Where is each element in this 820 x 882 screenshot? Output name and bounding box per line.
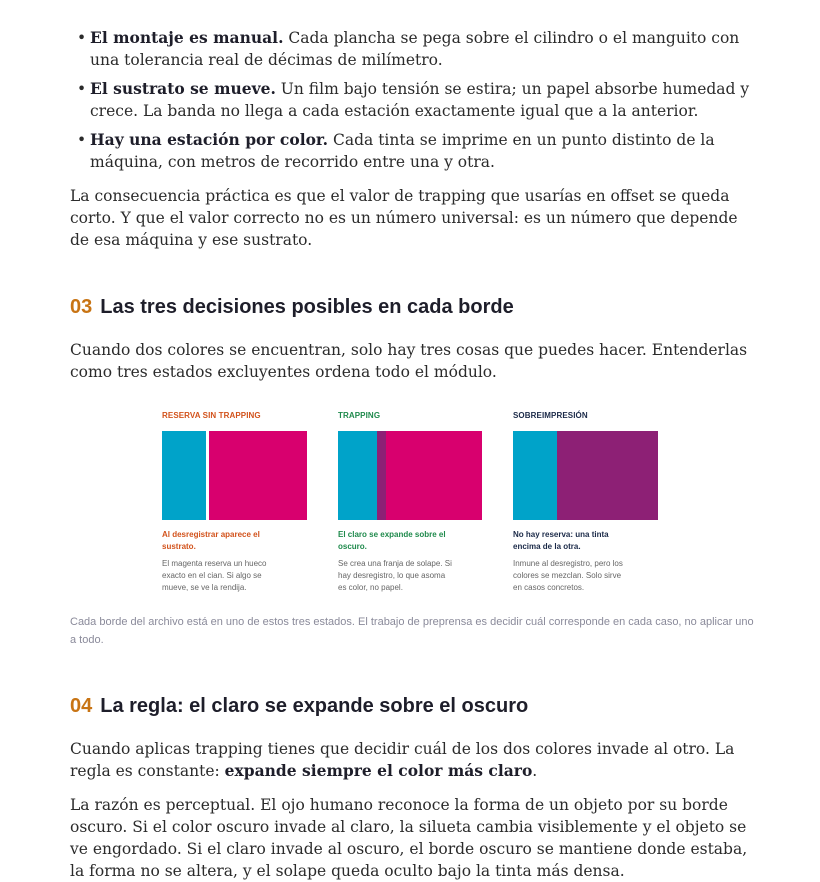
- bullet-lead: Hay una estación por color.: [90, 130, 329, 149]
- section-title: Las tres decisiones posibles en cada borde: [100, 296, 514, 318]
- bullet-text: Cada tinta se imprime en un punto distinto de la máquina, con metros de recorrido entre una y otra.: [90, 131, 715, 171]
- list-item: [70, 78, 760, 122]
- bullet-list: [70, 27, 760, 180]
- panel-title: SOBREIMPRESIÓN: [513, 411, 588, 420]
- bullet-lead: El montaje es manual.: [90, 28, 284, 47]
- rule-emphasis: expande siempre el color más claro: [224, 761, 533, 780]
- bullet-lead: El sustrato se mueve.: [90, 79, 276, 98]
- magenta-swatch: [209, 431, 307, 520]
- cyan-swatch: [513, 431, 557, 520]
- section-number: 04: [70, 695, 93, 717]
- list-item: [70, 27, 760, 71]
- overlap-band: [377, 431, 386, 520]
- panel-description: El magenta reserva un hueco exacto en el cian. Si algo se mueve, se ve la rendija.: [162, 559, 267, 592]
- consequence-paragraph: La consecuencia práctica es que el valor de trapping que usarías en offset se queda corto. Y que el valor correcto no es un número universal: es un número que depende de esa máquina y ese sustrato.: [70, 187, 738, 249]
- bullet-text: Un film bajo tensión se estira; un papel absorbe humedad y crece. La banda no llega a cada estación exactamente igual que a la anterior.: [90, 80, 750, 120]
- panel-title: RESERVA SIN TRAPPING: [162, 411, 261, 420]
- cyan-swatch: [338, 431, 377, 520]
- panel-reserve: [162, 410, 312, 592]
- section-heading-03: [70, 296, 514, 319]
- rule-text: Cuando aplicas trapping tienes que decidir cuál de los dos colores invade al otro. La regla es constante:: [70, 740, 735, 780]
- panel-caption: No hay reserva: una tinta encima de la otra.: [513, 530, 609, 551]
- panel-description: Se crea una franja de solape. Si hay desregistro, lo que asoma es color, no papel.: [338, 559, 452, 592]
- section3-intro: Cuando dos colores se encuentran, solo hay tres cosas que puedes hacer. Entenderlas como tres estados excluyentes ordena todo el módulo.: [70, 341, 748, 381]
- panel-trapping: [338, 410, 488, 592]
- section-number: 03: [70, 296, 93, 318]
- section-title: La regla: el claro se expande sobre el oscuro: [100, 695, 529, 717]
- trapping-states-figure: [162, 410, 682, 605]
- panel-description: Inmune al desregistro, pero los colores se mezclan. Solo sirve en casos concretos.: [513, 559, 623, 592]
- figure-caption: Cada borde del archivo está en uno de estos tres estados. El trabajo de preprensa es decidir cuál corresponde en cada caso, no aplicar uno a todo.: [70, 616, 754, 646]
- list-item: [70, 129, 760, 173]
- section4-paragraph-1: [70, 738, 760, 782]
- panel-overprint: [513, 410, 663, 592]
- cyan-swatch: [162, 431, 206, 520]
- panel-caption: El claro se expande sobre el oscuro.: [338, 530, 446, 551]
- rule-end: .: [532, 762, 538, 780]
- magenta-swatch: [386, 431, 482, 520]
- section4-paragraph-2: La razón es perceptual. El ojo humano reconoce la forma de un objeto por su borde oscuro. Si el color oscuro invade al claro, la silueta cambia visiblemente y el objeto se ve engordado. Si el claro invade al oscuro, el borde oscuro se mantiene donde estaba, la forma no se altera, y el solape queda oculto bajo la tinta más densa.: [70, 796, 748, 880]
- section-heading-04: [70, 695, 528, 718]
- overlap-swatch: [557, 431, 658, 520]
- panel-caption: Al desregistrar aparece el sustrato.: [162, 530, 260, 551]
- bullet-text: Cada plancha se pega sobre el cilindro o el manguito con una tolerancia real de décimas de milímetro.: [90, 29, 740, 69]
- panel-title: TRAPPING: [338, 411, 381, 420]
